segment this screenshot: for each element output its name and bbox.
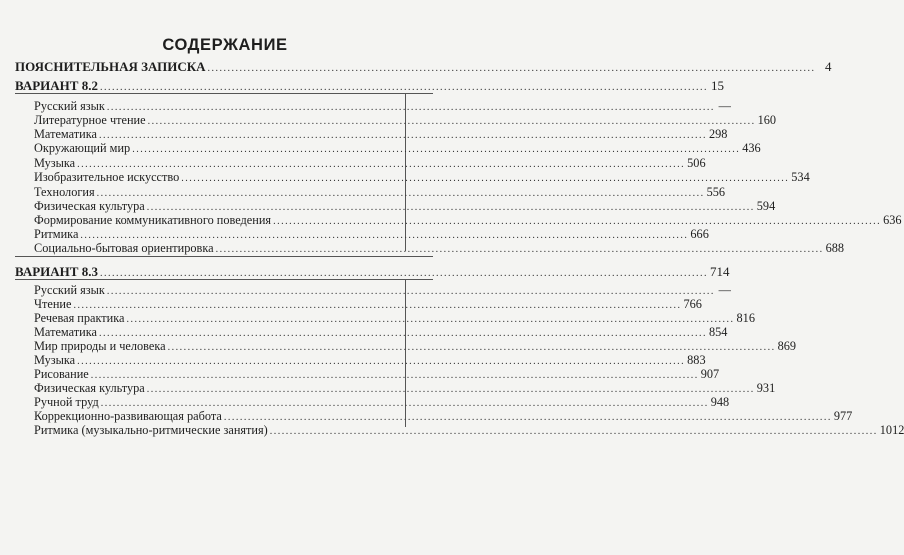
toc-item-page: 977 [833,409,853,423]
toc-item-label: Рисование [34,367,89,381]
toc-item-page: 907 [700,367,720,381]
toc-item-label: Формирование коммуникативного поведения [34,213,272,227]
toc-item-label: Ритмика (музыкально-ритмические занятия) [34,423,268,437]
toc-item-page: 688 [825,241,845,255]
toc-item-label: Русский язык [34,283,105,297]
toc-item-page: 816 [736,311,755,325]
leader-dots: ........................................................................................................................................................ [100,398,709,409]
toc-item [34,241,845,257]
leader-dots: ........................................................................................................................................................ [147,116,756,127]
section-rule [15,256,433,257]
leader-dots: ........................................................................................................................................................ [106,102,715,113]
toc-item-page: 869 [777,339,797,353]
toc-section-page: 714 [709,264,730,279]
toc-item-page: 534 [791,170,810,184]
toc-item-label: Музыка [34,353,76,367]
leader-dots: ........................................................................................................................................................ [269,426,878,437]
toc-item-label: Мир природы и человека [34,339,166,353]
toc-item-label: Социально-бытовая ориентировка [34,241,214,255]
leader-dots: ........................................................................................................................................................ [207,63,816,74]
toc-item-page: 506 [687,156,706,170]
section-rule [15,93,433,94]
toc-item-label: Русский язык [34,99,105,113]
toc-item-page: 883 [687,353,706,367]
toc-item-label: Литературное чтение [34,113,146,127]
toc-item-page: 556 [706,185,726,199]
leader-dots: ........................................................................................................................................................ [77,356,686,367]
leader-dots: ........................................................................................................................................................ [126,314,735,325]
toc-item-page: — [718,99,731,113]
leader-dots: ........................................................................................................................................................ [132,144,741,155]
toc-item-label: Окружающий мир [34,141,131,155]
toc-item [34,423,904,439]
leader-dots: ........................................................................................................................................................ [99,268,708,279]
leader-dots: ........................................................................................................................................................ [73,300,682,311]
toc-item-page: 666 [690,227,709,241]
section-rule [15,279,433,280]
leader-dots: ........................................................................................................................................................ [223,412,832,423]
leader-dots: ........................................................................................................................................................ [98,328,707,339]
leader-dots: ........................................................................................................................................................ [181,173,790,184]
toc-item-page: 931 [756,381,776,395]
leader-dots: ........................................................................................................................................................ [167,342,776,353]
toc-entry-page: 4 [825,59,832,74]
toc-item-page: 160 [757,113,777,127]
toc-section-label: ВАРИАНТ 8.3 [15,264,98,279]
leader-dots: ........................................................................................................................................................ [98,130,707,141]
leader-dots: ........................................................................................................................................................ [146,202,755,213]
toc-item-label: Изобразительное искусство [34,170,180,184]
toc-item-page: 594 [756,199,776,213]
toc-item-page: 766 [683,297,702,311]
leader-dots: ........................................................................................................................................................ [80,230,689,241]
toc-item-page: 854 [708,325,728,339]
toc-item-page: 636 [883,213,902,227]
toc-item-page: 948 [710,395,730,409]
toc-item-label: Математика [34,325,97,339]
toc-section-page: 15 [710,78,724,93]
leader-dots: ........................................................................................................................................................ [90,370,699,381]
toc-item-label: Ритмика [34,227,79,241]
toc-item-label: Математика [34,127,97,141]
toc-item [34,141,761,157]
toc-item-label: Технология [34,185,95,199]
toc-item-label: Коррекционно-развивающая работа [34,409,222,423]
toc-entry-explanatory-note [15,59,832,76]
toc-item-page: — [718,283,731,297]
leader-dots: ........................................................................................................................................................ [77,159,686,170]
toc-item-label: Физическая культура [34,381,145,395]
leader-dots: ........................................................................................................................................................ [215,244,824,255]
toc-item-page: 298 [708,127,728,141]
toc-item-label: Музыка [34,156,76,170]
leader-dots: ........................................................................................................................................................ [273,216,882,227]
toc-section-label: ВАРИАНТ 8.2 [15,78,98,93]
leader-dots: ........................................................................................................................................................ [106,286,715,297]
leader-dots: ........................................................................................................................................................ [96,188,705,199]
toc-item-label: Речевая практика [34,311,125,325]
page-title: СОДЕРЖАНИЕ [162,36,288,54]
toc-item-page: 436 [742,141,761,155]
leader-dots: ........................................................................................................................................................ [99,82,708,93]
toc-entry-label: ПОЯСНИТЕЛЬНАЯ ЗАПИСКА [15,59,206,74]
toc-item-label: Чтение [34,297,72,311]
toc-item-label: Ручной труд [34,395,99,409]
toc-item [34,170,810,186]
toc-item-label: Физическая культура [34,199,145,213]
toc-item-page: 1012 [879,423,904,437]
leader-dots: ........................................................................................................................................................ [146,384,755,395]
